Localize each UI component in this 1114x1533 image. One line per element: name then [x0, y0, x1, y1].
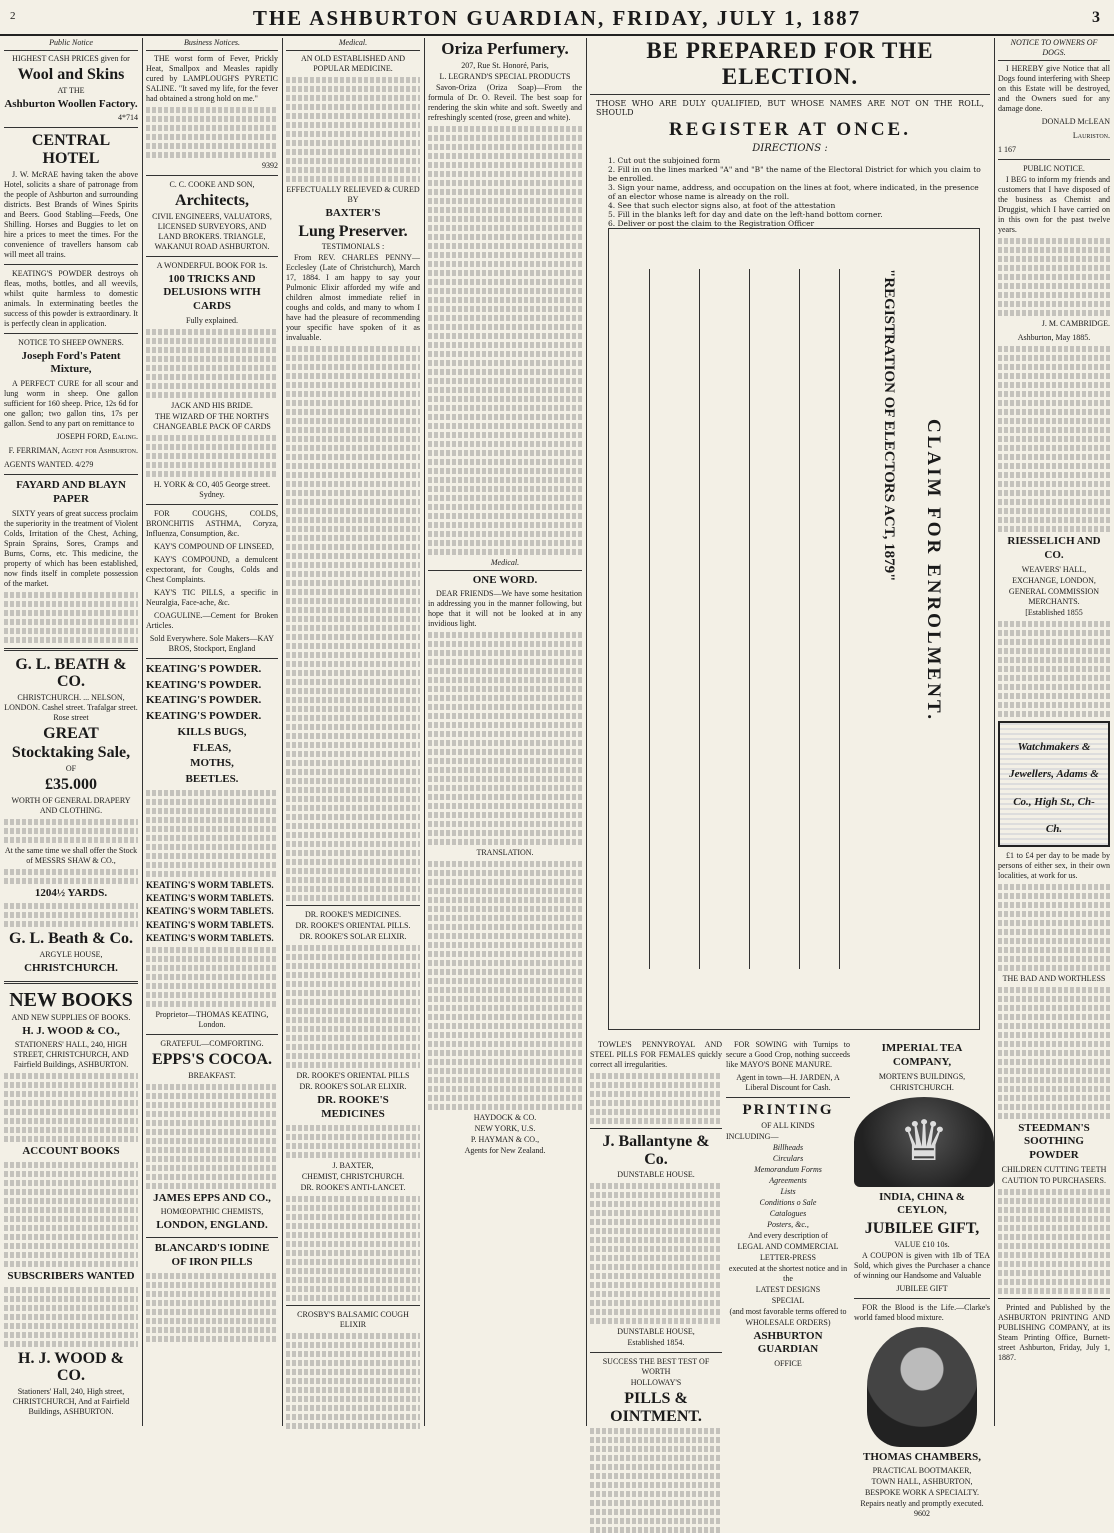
print-item: Agreements	[769, 1175, 807, 1185]
worm-line: KEATING'S WORM TABLETS.	[146, 879, 274, 890]
repairs-line: Repairs neatly and promptly executed. 9602	[860, 1499, 984, 1519]
text-filler	[146, 107, 278, 158]
hayman-signature: Agents for New Zealand.	[464, 1146, 546, 1156]
masthead	[0, 0, 1114, 36]
turnips-text: FOR SOWING with Turnips to secure a Good Crop, nothing succeeds like MAYO'S BONE MANURE.	[726, 1040, 850, 1069]
text-filler	[998, 987, 1110, 1119]
fayard-text: SIXTY years of great success proclaim the superiority in the treatment of Violent Colds, Irritation of the Chest, Aching, Sprain Sprains, Sores, Cramps and Burns, Corns, etc. This medicine, the property of which has been established, now finds itself in complete possession of the market.	[4, 508, 138, 588]
riesselich-line: EXCHANGE, LONDON,	[1012, 575, 1096, 585]
direction-step: 5. Fill in the blanks left for day and date on the left-hand bottom corner.	[608, 210, 883, 219]
form-subtitle: CLAIM FOR ENROLMENT.	[923, 419, 944, 722]
beath2-city: CHRISTCHURCH.	[24, 961, 118, 974]
section-heading: Medical.	[286, 38, 420, 51]
cooke-heading: C. C. COOKE AND SON,	[169, 180, 255, 189]
dogs-text: I HEREBY give Notice that all Dogs found interfering with Sheep on this Estate will be destroyed, and the Owners sued for any damage done.	[998, 64, 1110, 113]
kays-ref: Sold Everywhere. Sole Makers—KAY BROS, Stockport, England	[149, 633, 275, 653]
text-filler	[428, 126, 582, 555]
chambers-title: THOMAS CHAMBERS,	[863, 1450, 981, 1463]
print-item: Billheads	[772, 1142, 804, 1152]
worm-line: KEATING'S WORM TABLETS.	[146, 932, 274, 943]
bootmaker-line: PRACTICAL BOOTMAKER,	[872, 1466, 972, 1476]
blancard-title: BLANCARD'S IODINE OF IRON PILLS	[154, 1242, 270, 1268]
sheep-heading: NOTICE TO SHEEP OWNERS.	[18, 337, 124, 347]
keatings-line: KEATING'S POWDER.	[146, 694, 262, 707]
text-filler	[4, 592, 138, 643]
jarden-line: Agent in town—H. JARDEN, A Liberal Discount for Cash.	[736, 1073, 840, 1092]
hotel-title: CENTRAL HOTEL	[31, 132, 111, 167]
cooke-sub: CIVIL ENGINEERS, VALUATORS, LICENSED SURVEYORS, AND LAND BROKERS. TRIANGLE, WAKANUI ROAD ASHBURTON.	[152, 211, 272, 251]
cambridge-date: Ashburton, May 1885.	[1017, 333, 1091, 342]
rooke-heading: DR. ROOKE'S ANTI-LANCET.	[300, 1182, 406, 1192]
saline-text: THE worst form of Fever, Prickly Heat, Smallpox and Measles rapidly cured by LAMPLOUGH'S PYRETIC SALINE. "It saved my life, for the fever had obtained a strong hold on me."	[146, 54, 278, 103]
every-line: And every description of	[748, 1230, 828, 1240]
testimonial-text: From REV. CHARLES PENNY—Ecclesley (Late of Christchurch), March 17, 1884. I am happy to say your Pulmonic Elixir afforded my wife and children almost immediate relief in coughs and colds, and many to whom I have had the pleasure of recommending your specific have spoken of it as invaluable.	[286, 253, 420, 343]
baxter-name: BAXTER'S	[325, 207, 381, 219]
steedman-sub: CHILDREN CUTTING TEETH	[1001, 1164, 1107, 1174]
jewellers-logo: Watchmakers & Jewellers, Adams & Co., High St., Ch-Ch.	[998, 721, 1110, 847]
crosby-title: CROSBY'S BALSAMIC COUGH ELIXIR	[297, 1309, 409, 1329]
rooke-heading: DR. ROOKE'S SOLAR ELIXIR.	[299, 932, 407, 942]
rooke-heading: DR. ROOKE'S MEDICINES	[317, 1094, 389, 1121]
jubilee-gift: JUBILEE GIFT	[896, 1283, 948, 1293]
testimonials-heading: TESTIMONIALS :	[321, 242, 385, 252]
book-title: 100 TRICKS AND DELUSIONS WITH CARDS	[163, 272, 261, 313]
masthead-mark: 2	[10, 10, 16, 22]
text-filler	[4, 1073, 138, 1142]
dogs-place: Lauriston.	[1072, 131, 1110, 140]
text-filler	[146, 435, 278, 477]
hayman-signature: P. HAYMAN & CO.,	[470, 1135, 540, 1145]
column-rule	[282, 38, 283, 1426]
column-1	[4, 38, 138, 1426]
caution-heading: CAUTION TO PURCHASERS.	[1002, 1175, 1106, 1185]
section-heading: Medical.	[428, 558, 582, 571]
keatings-line: KEATING'S POWDER.	[146, 662, 262, 675]
jubilee-value: VALUE £10 10s.	[894, 1239, 950, 1249]
keatings-line: KEATING'S POWDER.	[146, 678, 262, 691]
letterpress-line: LETTER-PRESS	[759, 1252, 816, 1262]
fayard-title: FAYARD AND BLAYN PAPER	[16, 479, 126, 505]
holloway-name: HOLLOWAY'S	[630, 1378, 682, 1388]
election-title: BE PREPARED FOR THE ELECTION.	[646, 38, 934, 89]
tea-title: IMPERIAL TEA COMPANY,	[881, 1042, 963, 1068]
text-filler	[146, 947, 278, 1007]
york-address: H. YORK & CO, 405 George street. Sydney.	[153, 479, 271, 499]
stocktaking-title: Stocktaking Sale,	[11, 744, 131, 762]
guardian-line: ASHBURTON GUARDIAN	[753, 1329, 823, 1356]
wool-factory: Ashburton Woollen Factory.	[4, 97, 138, 110]
beath2-title: G. L. Beath & Co.	[9, 930, 133, 948]
column-rule	[142, 38, 143, 1426]
text-filler	[286, 1196, 420, 1301]
tea-city: CHRISTCHURCH.	[890, 1082, 954, 1092]
steedman-title: STEEDMAN'S SOOTHING POWDER	[1018, 1121, 1090, 1161]
ballantyne-title: J. Ballantyne & Co.	[602, 1133, 710, 1168]
print-item: Conditions o Sale	[759, 1197, 817, 1207]
election-notice	[590, 38, 990, 1038]
printed-imprint: Printed and Published by the ASHBURTON PRINTING AND PUBLISHING COMPANY, at its Steam Printing Office, Burnett-street Ashburton, Friday, July 1, 1887.	[998, 1302, 1110, 1362]
haydock-signature: HAYDOCK & CO.	[473, 1113, 537, 1123]
direction-step: 1. Cut out the subjoined form	[608, 156, 721, 165]
form-title: "REGISTRATION OF ELECTORS ACT, 1879"	[881, 269, 897, 582]
newspaper-title: THE ASHBURTON GUARDIAN, FRIDAY, JULY 1, 1887	[252, 6, 862, 30]
beath2-sub: ARGYLE HOUSE,	[39, 949, 103, 959]
kays-item: KAY'S TIC PILLS, a specific in Neuralgia, Face-ache, &c.	[146, 587, 278, 607]
rooke-heading: DR. ROOKE'S ORIENTAL PILLS	[296, 1071, 410, 1081]
books-sub: AND NEW SUPPLIES OF BOOKS.	[11, 1012, 131, 1022]
printing-title: PRINTING	[742, 1102, 834, 1118]
kinds-line: OF ALL KINDS	[761, 1120, 815, 1130]
keating-text: KEATING'S POWDER destroys oh fleas, moths, bottles, and all weevils, whilst quite harmless to domestic animals. In exterminating beetles the success of this powder is extraordinary. It is perfectly clean in application.	[4, 268, 138, 328]
beath-title: G. L. BEATH & CO.	[15, 655, 127, 691]
section-heading: Public Notice	[4, 38, 138, 51]
print-item: Catalogues	[769, 1208, 807, 1218]
text-filler	[998, 238, 1110, 316]
book-heading: A WONDERFUL BOOK FOR 1s.	[156, 260, 268, 270]
great-heading: GREAT	[43, 724, 99, 742]
text-filler	[146, 1273, 278, 1342]
text-filler	[998, 621, 1110, 717]
riesselich-title: RIESSELICH AND CO.	[1007, 535, 1101, 561]
epps-signature: JAMES EPPS AND CO.,	[153, 1191, 271, 1204]
keatings-line: KEATING'S POWDER.	[146, 710, 262, 723]
including-line: INCLUDING—	[726, 1131, 779, 1141]
sheep-title: Joseph Ford's Patent Mixture,	[21, 349, 121, 376]
enrolment-form[interactable]	[608, 228, 980, 1030]
office-line: OFFICE	[774, 1359, 802, 1368]
bottom-col-1	[590, 1040, 722, 1426]
section-heading: Business Notices.	[146, 38, 278, 51]
towle-text: TOWLE'S PENNYROYAL AND STEEL PILLS FOR FEMALES quickly correct all irregularities.	[590, 1040, 722, 1069]
print-item: Memorandum Forms	[754, 1164, 822, 1174]
account-books: ACCOUNT BOOKS	[22, 1145, 120, 1158]
directions-heading: DIRECTIONS :	[752, 143, 828, 154]
jubilee-title: JUBILEE GIFT,	[864, 1220, 980, 1237]
ballantyne-signature: Established 1854.	[627, 1338, 685, 1348]
wholesale-line: WHOLESALE ORDERS)	[745, 1317, 831, 1327]
worm-line: KEATING'S WORM TABLETS.	[146, 919, 274, 930]
column-3	[286, 38, 420, 1426]
direction-step: 4. See that such elector signs also, at foot of the attestation	[608, 201, 836, 210]
latest-line: LATEST DESIGNS	[755, 1284, 821, 1294]
sheep-signature: F. FERRIMAN, Agent for Ashburton.	[8, 446, 138, 456]
direction-step: 3. Sign your name, address, and occupation on the lines at foot, where indicated, in the presence of an elector whose name is already on the roll.	[608, 183, 979, 201]
cambridge-signature: J. M. CAMBRIDGE.	[1041, 319, 1110, 328]
kills-line: KILLS BUGS,	[177, 725, 247, 738]
cambridge-text: I BEG to inform my friends and customers that I have disposed of the business as Chemist and Druggist, which I have carried on in this own for the past twelve years.	[998, 175, 1110, 234]
lung-preserver-title: Lung Preserver.	[298, 222, 408, 240]
print-item: Circulars	[772, 1153, 804, 1163]
terms-line: (and most favorable terms offered to	[729, 1306, 847, 1316]
ad-ref: 4*714	[118, 113, 138, 123]
text-filler	[998, 346, 1110, 532]
wood2-title: H. J. WOOD & CO.	[18, 1349, 124, 1385]
beath-sub: CHRISTCHURCH. ... NELSON, LONDON. Cashel street. Trafalgar street. Rose street	[4, 692, 138, 722]
epps-heading: GRATEFUL—COMFORTING.	[160, 1039, 264, 1049]
rooke-heading: DR. ROOKE'S MEDICINES.	[304, 910, 402, 920]
text-filler	[4, 903, 138, 927]
bottom-col-3	[854, 1040, 990, 1519]
kays-item: KAY'S COMPOUND, a demulcent expectorant, for Coughs, Colds and Chest Complaints.	[146, 554, 278, 584]
print-item: Posters, &c.,	[767, 1219, 809, 1229]
tea-offer: A COUPON is given with 1lb of TEA Sold, which gives the Purchaser a chance of winning our Handsome and Valuable	[854, 1250, 990, 1280]
page-number: 3	[1092, 9, 1100, 26]
text-filler	[4, 1287, 138, 1347]
text-filler	[286, 1333, 420, 1429]
dogs-ref: 1 167	[998, 145, 1016, 154]
kills-line: BEETLES.	[185, 773, 239, 786]
baxter-signature: J. BAXTER,	[332, 1160, 374, 1170]
kills-line: MOTHS,	[190, 757, 234, 770]
text-filler	[590, 1183, 722, 1324]
text-filler	[998, 1189, 1110, 1294]
direction-step: 2. Fill in on the lines marked "A" and "B" the name of the Electoral District for which you claim to be enrolled.	[608, 165, 981, 183]
subscribers-wanted: SUBSCRIBERS WANTED	[7, 1270, 135, 1283]
text-filler	[286, 945, 420, 1068]
wood-title: H. J. WOOD & CO.,	[22, 1024, 120, 1037]
tea-countries: INDIA, CHINA & CEYLON,	[879, 1190, 965, 1217]
dear-text: DEAR FRIENDS—We have some hesitation in addressing you in the manner following, but hope that it will not be looked at in any invidious light.	[428, 589, 582, 629]
crown-icon	[854, 1097, 994, 1187]
of-label: OF	[65, 763, 77, 773]
column-4	[428, 38, 582, 1426]
sheep-text: A PERFECT CURE for all scour and lung worm in sheep. One gallon sufficient for 160 sheep. Price, 12s 6d for one gallon; two gallon tins, 17s per gallon. Send to any part on remittance to	[4, 379, 138, 429]
books-title: NEW BOOKS	[9, 988, 133, 1011]
text-filler	[428, 861, 582, 1110]
riesselich-year: [Established 1855	[1025, 607, 1083, 617]
sheep-signature: JOSEPH FORD, Ealing.	[56, 432, 138, 442]
ad-ref: 9392	[262, 161, 278, 170]
riesselich-line: GENERAL COMMISSION MERCHANTS.	[1008, 586, 1100, 606]
text-filler	[998, 884, 1110, 971]
agents-wanted: AGENTS WANTED. 4/279	[4, 460, 94, 470]
wool-title: Wool and Skins	[17, 66, 125, 83]
wool-line: HIGHEST CASH PRICES given for	[12, 54, 130, 63]
text-filler	[4, 869, 138, 884]
legal-line: LEGAL AND COMMERCIAL	[737, 1241, 839, 1251]
riesselich-line: WEAVERS' HALL,	[1021, 564, 1087, 574]
special-line: SPECIAL	[771, 1295, 805, 1305]
wood-sub: STATIONERS' HALL, 240, HIGH STREET, CHRISTCHURCH, AND Fairfield Buildings, ASHBURTON.	[13, 1040, 129, 1070]
column-rule	[994, 38, 995, 1426]
text-filler	[286, 77, 420, 182]
text-filler	[146, 329, 278, 398]
baxter-signature: CHEMIST, CHRISTCHURCH.	[301, 1171, 405, 1181]
old-heading: AN OLD ESTABLISHED AND POPULAR MEDICINE.	[300, 54, 406, 73]
translation-heading: TRANSLATION.	[476, 848, 534, 858]
text-filler	[4, 819, 138, 843]
dogs-signature: DONALD McLEAN	[1041, 117, 1110, 126]
oriza-title: Oriza Perfumery.	[441, 39, 569, 58]
text-filler	[590, 1073, 722, 1124]
oriza-sub2: L. LEGRAND'S SPECIAL PRODUCTS	[439, 71, 571, 81]
holloway-heading: SUCCESS THE BEST TEST OF WORTH	[602, 1357, 710, 1377]
text-filler	[590, 1428, 722, 1533]
wizard-cards: THE WIZARD OF THE NORTH'S CHANGEABLE PACK OF CARDS	[153, 411, 271, 431]
text-filler	[286, 346, 420, 901]
one-word-title: ONE WORD.	[472, 573, 538, 586]
column-7	[998, 38, 1110, 1426]
text-filler	[286, 1125, 420, 1158]
oriza-text: Savon-Oriza (Oriza Soap)—From the formula of Dr. O. Reveil. The best soap for rendering the skin white and soft. Sweetly and refreshingly scented (rose, green and white).	[428, 82, 582, 122]
dunstable-house: DUNSTABLE HOUSE.	[617, 1170, 695, 1180]
text-filler	[428, 632, 582, 845]
rooke-heading: DR. ROOKE'S SOLAR ELIXIR.	[299, 1082, 407, 1092]
kays-item: COAGULINE.—Cement for Broken Articles.	[146, 610, 278, 630]
epps-signature: LONDON, ENGLAND.	[156, 1219, 268, 1232]
bespoke-line: BESPOKE WORK A SPECIALTY.	[864, 1488, 980, 1498]
haydock-signature: NEW YORK, U.S.	[474, 1124, 536, 1134]
kays-item: KAY'S COMPOUND OF LINSEED,	[154, 541, 274, 551]
kills-line: FLEAS,	[192, 741, 232, 754]
bad-heading: THE BAD AND WORTHLESS	[1002, 973, 1106, 983]
public-notice: PUBLIC NOTICE.	[1023, 164, 1085, 173]
ballantyne-signature: DUNSTABLE HOUSE,	[617, 1327, 695, 1337]
townhall-line: TOWN HALL, ASHBURTON,	[871, 1477, 973, 1487]
weekly-text: £1 to £4 per day to be made by persons of either sex, in their own localities, at work for us.	[998, 850, 1110, 880]
rooke-heading: DR. ROOKE'S ORIENTAL PILLS.	[295, 921, 411, 931]
text-filler	[4, 1162, 138, 1267]
text-filler	[146, 790, 278, 877]
column-rule	[424, 38, 425, 1426]
great-sub: WORTH OF GENERAL DRAPERY AND CLOTHING.	[11, 795, 131, 815]
hotel-text: J. W. McRAE having taken the above Hotel, solicits a share of patronage from the people of Ashburton and surrounding districts. Best Brands of Wines Spirits and Beers. Good Stabling—Feeds, One Shilling. Horses and Buggies to let on hire a prices to meet the times. For the convenience of travellers hansom cab will meet all trains.	[4, 169, 138, 259]
text-filler	[146, 1084, 278, 1189]
epps-signature: HOMŒOPATHIC CHEMISTS,	[160, 1207, 264, 1217]
executed-line: executed at the shortest notice and in the	[728, 1263, 848, 1283]
book-sub: Fully explained.	[186, 315, 238, 325]
coughs-text: FOR COUGHS, COLDS, BRONCHITIS ASTHMA, Coryza, Influenza, Consumption, &c.	[146, 508, 278, 538]
architects-title: Architects,	[175, 192, 249, 209]
shaw-line: At the same time we shall offer the Stock of MESSRS SHAW & CO.,	[4, 845, 138, 865]
blood-text: FOR the Blood is the Life.—Clarke's world famed blood mixture.	[854, 1302, 990, 1322]
wool-line: AT THE	[57, 85, 85, 95]
keating-signature: Proprietor—THOMAS KEATING, London.	[155, 1010, 269, 1030]
print-item: Lists	[780, 1186, 796, 1196]
column-rule	[586, 38, 587, 1426]
sale-amount: £35.000	[45, 775, 97, 793]
pills-ointment: PILLS & OINTMENT.	[610, 1390, 702, 1425]
bottom-col-2	[726, 1040, 850, 1426]
election-intro: THOSE WHO ARE DULY QUALIFIED, BUT WHOSE NAMES ARE NOT ON THE ROLL, SHOULD	[596, 99, 984, 117]
register-title: REGISTER AT ONCE.	[669, 119, 911, 140]
yards: 1204½ YARDS.	[34, 886, 108, 899]
dogs-heading: NOTICE TO OWNERS OF DOGS.	[998, 38, 1110, 61]
worm-line: KEATING'S WORM TABLETS.	[146, 893, 274, 904]
oriza-sub: 207, Rue St. Honoré, Paris,	[461, 60, 549, 70]
tea-sub: MORTEN'S BUILDINGS,	[878, 1071, 966, 1081]
portrait-image	[867, 1327, 977, 1447]
epps-title: EPPS'S COCOA.	[151, 1051, 272, 1069]
worm-line: KEATING'S WORM TABLETS.	[146, 906, 274, 917]
direction-step: 6. Deliver or post the claim to the Registration Officer	[608, 219, 815, 228]
column-2	[146, 38, 278, 1426]
epps-sub: BREAKFAST.	[188, 1070, 236, 1080]
effectually-line: EFFECTUALLY RELIEVED & CURED BY	[286, 185, 420, 204]
wood2-sub: Stationers' Hall, 240, High street, CHRISTCHURCH, And at Fairfield Buildings, ASHBURTON.	[12, 1387, 130, 1417]
jack-bride: JACK AND HIS BRIDE.	[171, 400, 253, 410]
